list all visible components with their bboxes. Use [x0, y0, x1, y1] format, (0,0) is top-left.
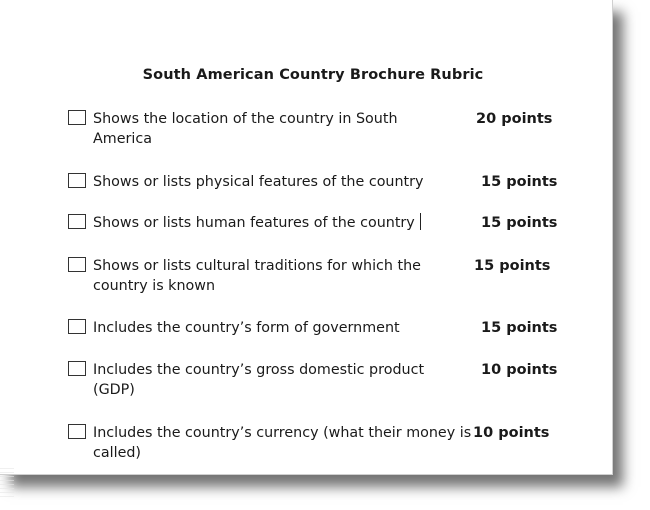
- criterion-text: Shows or lists human features of the country: [93, 215, 415, 231]
- checkbox[interactable]: [68, 424, 86, 439]
- checkbox[interactable]: [68, 110, 86, 125]
- checkbox[interactable]: [68, 361, 86, 376]
- points-value: 15 points: [481, 215, 558, 231]
- points-value: 10 points: [481, 362, 558, 378]
- checkbox[interactable]: [68, 257, 86, 272]
- checkbox[interactable]: [68, 319, 86, 334]
- page-edge-decoration: [0, 468, 14, 498]
- points-value: 20 points: [476, 111, 553, 127]
- rubric-title: South American Country Brochure Rubric: [142, 67, 484, 83]
- points-value: 15 points: [474, 258, 551, 274]
- criterion-text: Includes the country’s form of government: [93, 320, 400, 336]
- text-cursor: [420, 213, 421, 230]
- points-value: 15 points: [481, 320, 558, 336]
- criterion-text: Shows or lists cultural traditions for which the country is known: [93, 258, 421, 294]
- points-value: 15 points: [481, 174, 558, 190]
- criterion-text: Shows the location of the country in South America: [93, 111, 398, 147]
- points-value: 10 points: [473, 425, 550, 441]
- checkbox[interactable]: [68, 173, 86, 188]
- criterion-text: Shows or lists physical features of the country: [93, 174, 424, 190]
- checkbox[interactable]: [68, 214, 86, 229]
- criterion-text: Includes the country’s currency (what their money is called): [93, 425, 472, 461]
- criterion-text: Includes the country’s gross domestic product (GDP): [93, 362, 425, 398]
